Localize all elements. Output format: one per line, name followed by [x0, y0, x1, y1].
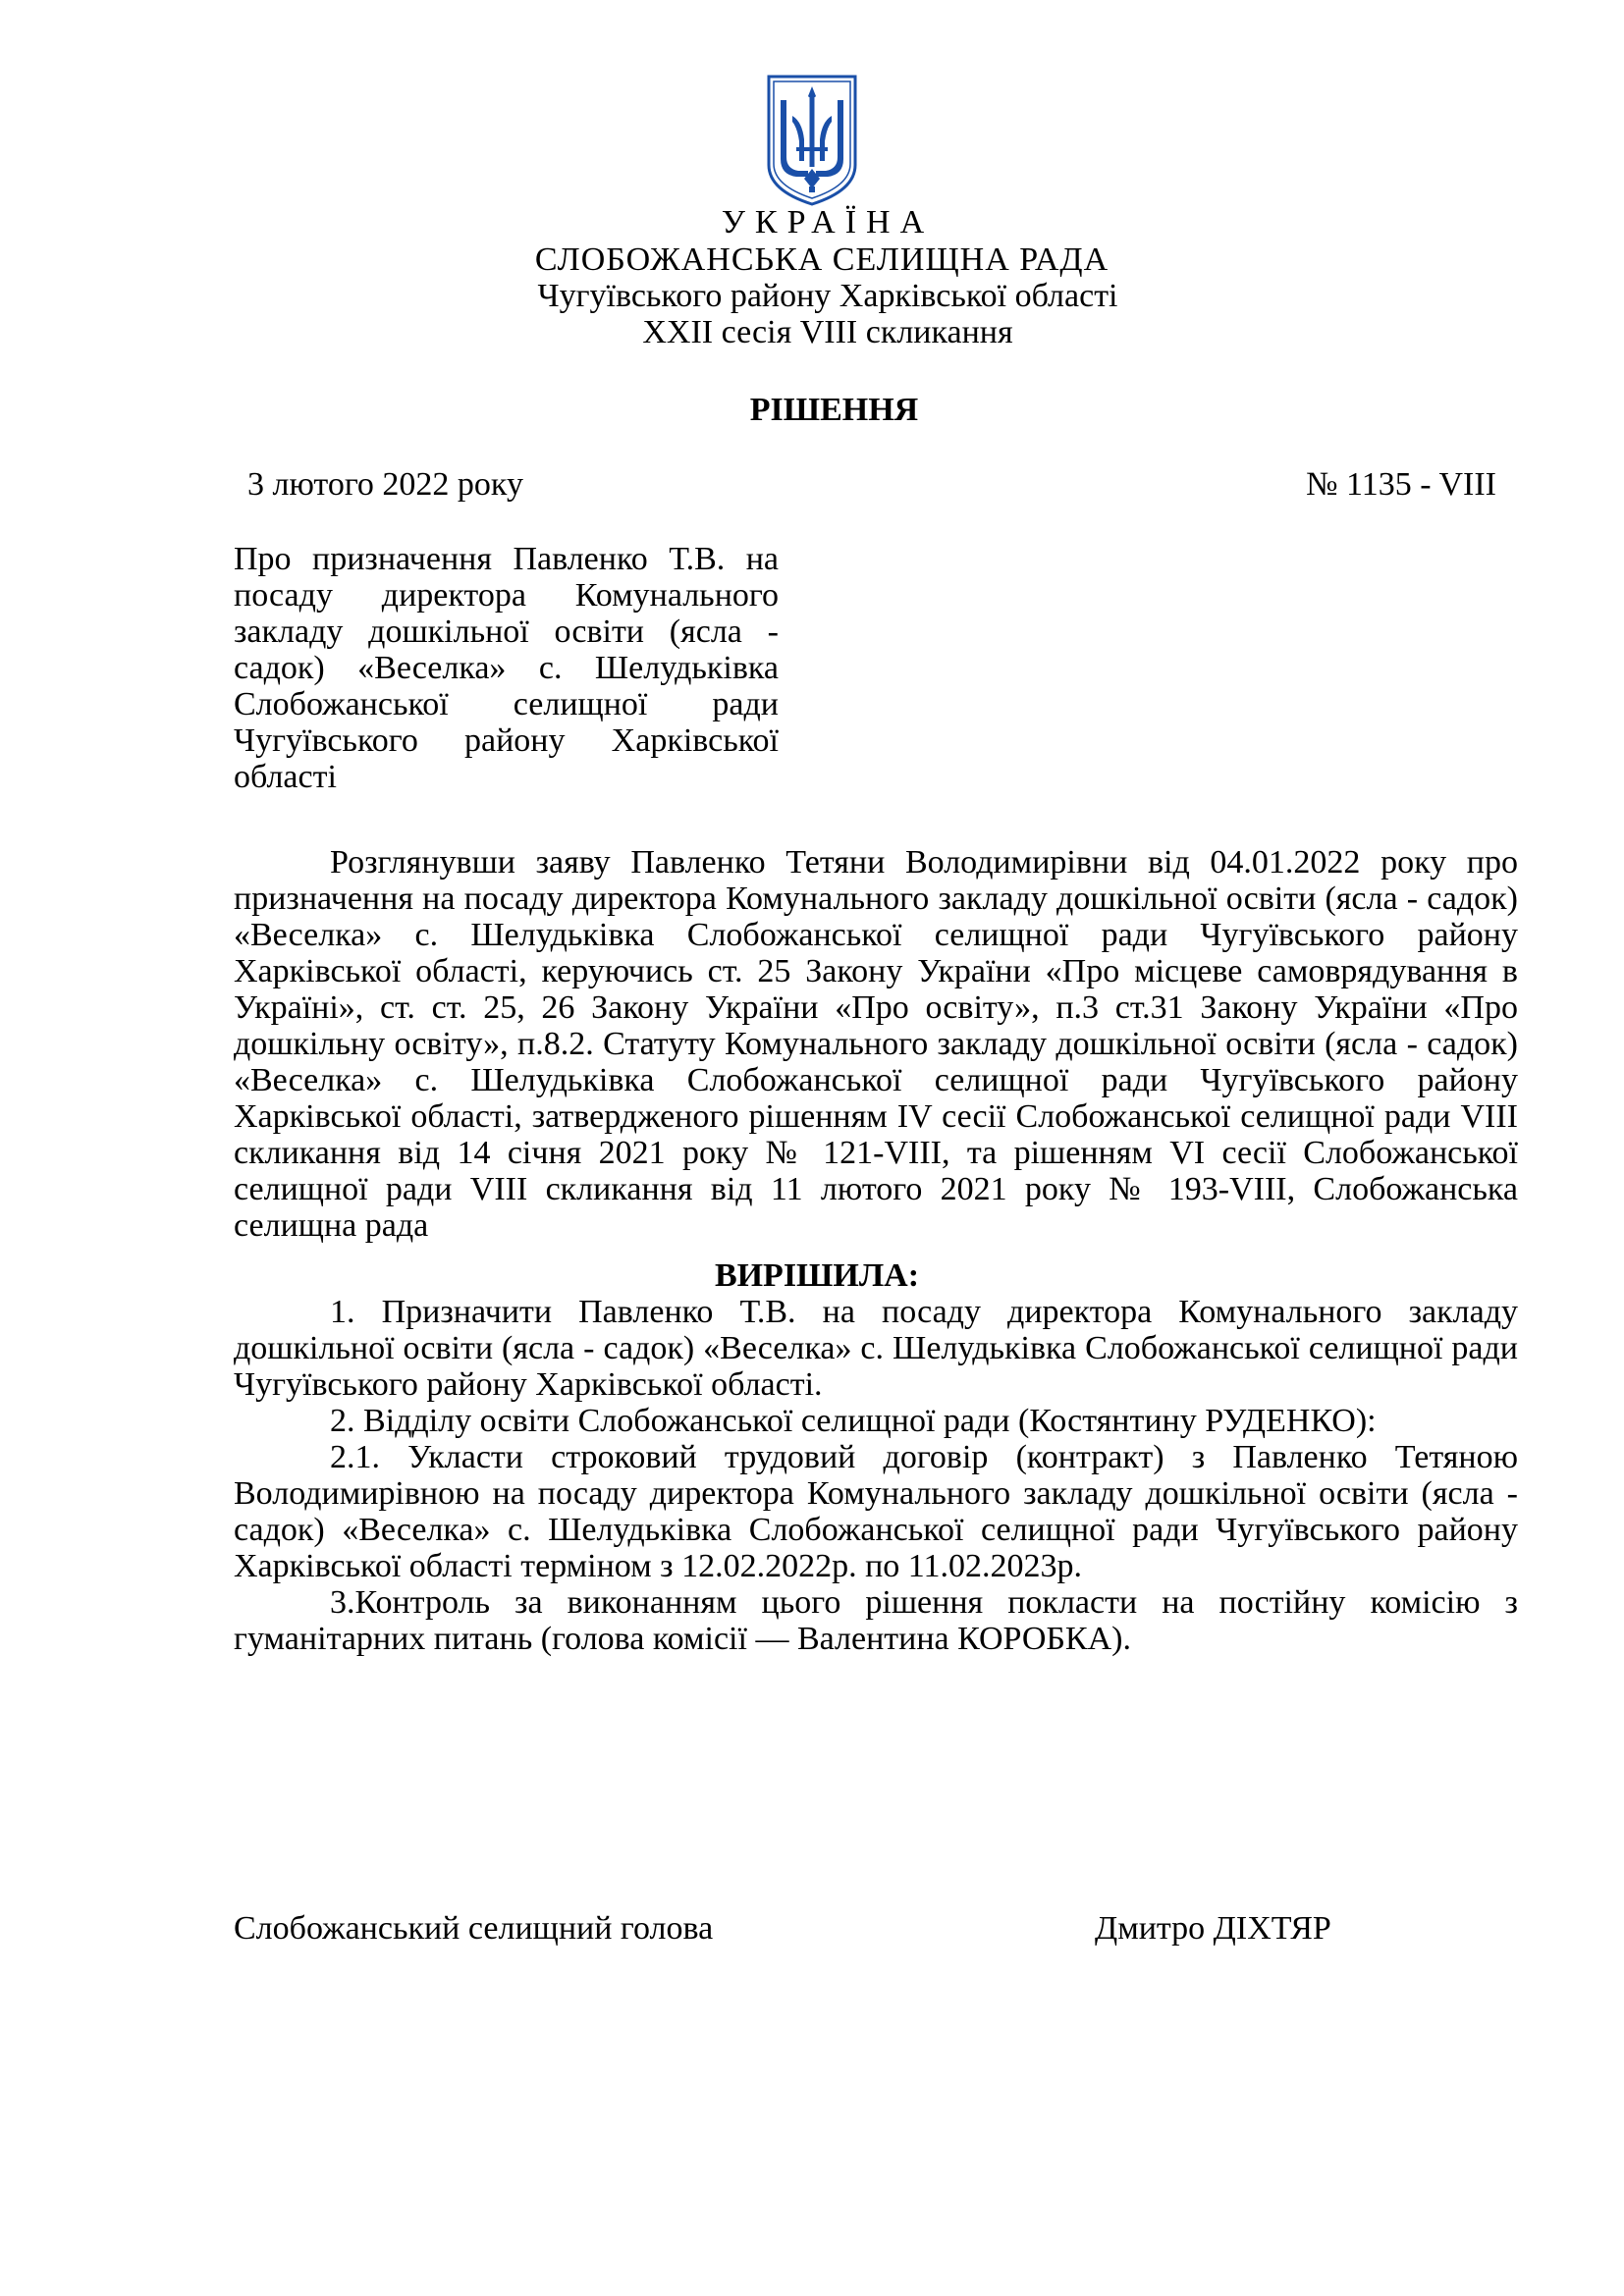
- signatory-name: Дмитро ДІХТЯР: [1095, 1910, 1331, 1947]
- decision-subject: Про призначення Павленко Т.В. на посаду директора Комунального закладу дошкільної освіти (ясла - садок) «Веселка» с. Шелудьківка Слобожанської селищної ради Чугуївського району Харківської області: [234, 541, 779, 795]
- preamble-paragraph: Розглянувши заяву Павленко Тетяни Володимирівни від 04.01.2022 року про призначення на посаду директора Комунального закладу дошкільної освіти (ясла - садок) «Веселка» с. Шелудьківка Слобожанської селищної ради Чугуївського району Харківської області, керуючись ст. 25 Закону України «Про місцеве самоврядування в Україні», ст. ст. 25, 26 Закону України «Про освіту», п.3 ст.31 Закону України «Про дошкільну освіту», п.8.2. Статуту Комунального закладу дошкільної освіти (ясла - садок) «Веселка» с. Шелудьківка Слобожанської селищної ради Чугуївського району Харківської області, затвердженого рішенням IV сесії Слобожанської селищної ради VIII скликання від 14 січня 2021 року № 121-VIII, та рішенням VI сесії Слобожанської селищної ради VIII скликання від 11 лютого 2021 року № 193-VIII, Слобожанська селищна рада: [234, 844, 1518, 1244]
- decision-item-2-1: 2.1. Укласти строковий трудовий договір (контракт) з Павленко Тетяною Володимирівною на посаду директора Комунального закладу дошкільної освіти (ясла - садок) «Веселка» с. Шелудьківка Слобожанської селищної ради Чугуївського району Харківської області терміном з 12.02.2022р. по 11.02.2023р.: [234, 1439, 1518, 1584]
- district-heading: Чугуївського району Харківської області: [537, 278, 1118, 314]
- decision-date: 3 лютого 2022 року: [247, 466, 523, 503]
- decision-item-3: 3.Контроль за виконанням цього рішення покласти на постійну комісію з гуманітарних питань (голова комісії — Валентина КОРОБКА).: [234, 1584, 1518, 1657]
- decision-items: [234, 1294, 1518, 1657]
- decision-number: № 1135 - VIII: [1306, 466, 1496, 503]
- decision-item-2: 2. Відділу освіти Слобожанської селищної ради (Костянтину РУДЕНКО):: [330, 1403, 1377, 1439]
- country-heading: УКРАЇНА: [721, 204, 935, 240]
- ukraine-coat-of-arms-icon: [763, 71, 861, 208]
- decision-item-1: 1. Призначити Павленко Т.В. на посаду директора Комунального закладу дошкільної освіти (ясла - садок) «Веселка» с. Шелудьківка Слобожанської селищної ради Чугуївського району Харківської області.: [234, 1294, 1518, 1403]
- document-type-title: РІШЕННЯ: [749, 392, 919, 428]
- council-heading: СЛОБОЖАНСЬКА СЕЛИЩНА РАДА: [534, 241, 1110, 278]
- session-heading: XXII сесія VIII скликання: [642, 314, 1013, 350]
- signatory-title: Слобожанський селищний голова: [234, 1910, 714, 1947]
- resolved-heading: ВИРІШИЛА:: [714, 1257, 920, 1294]
